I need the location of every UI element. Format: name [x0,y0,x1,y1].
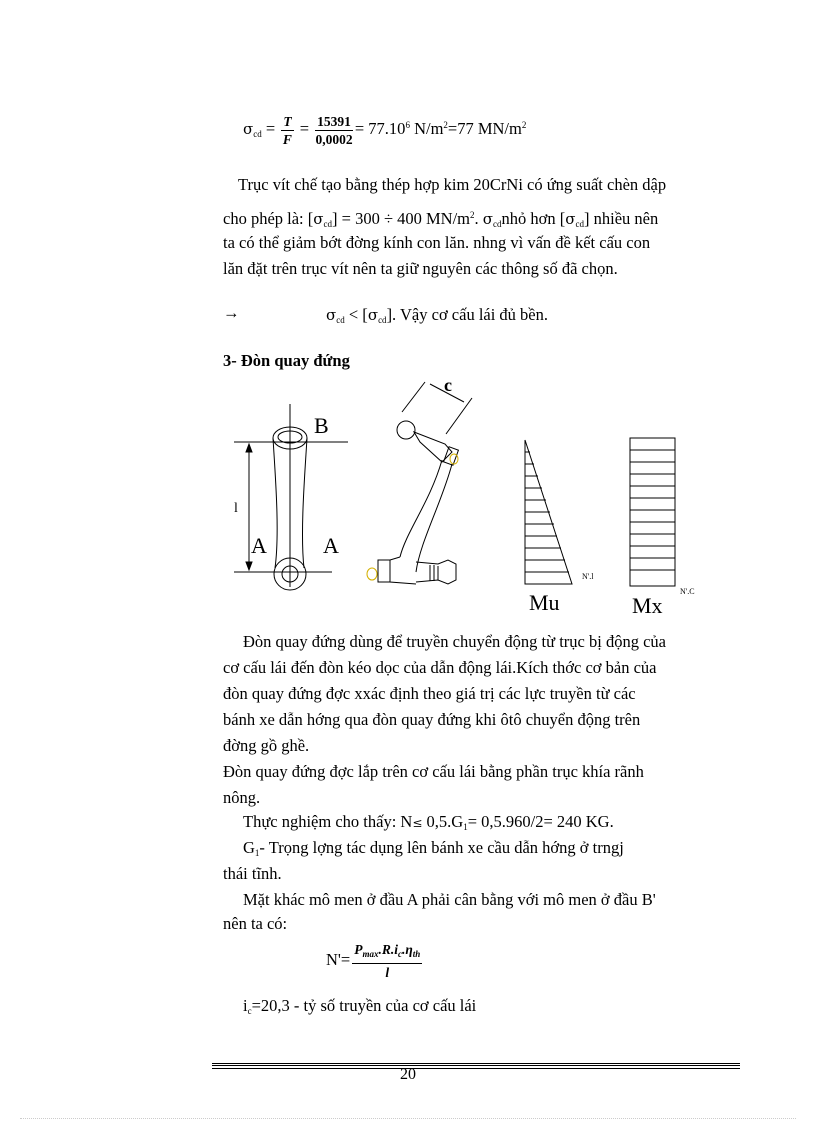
conclusion-arrow: → [223,303,240,322]
label-n1: N'.l [582,572,594,581]
mu-diagram [525,440,572,584]
section-heading: 3- Đòn quay đứng [223,351,350,370]
label-l: l [234,501,238,516]
para2-line2: cơ cấu lái đến đòn kéo dọc của dẫn động lái.Kích thớc cơ bản của [223,658,657,677]
page-number: 20 [400,1066,416,1083]
fraction-values: $\frac{15391}{0,0002}$ [315,113,353,147]
conclusion-text: $\sigma_{cd} < [\sigma_{cd}]$. Vậy cơ cấu lái đủ bền. [326,305,549,325]
label-c: c [444,375,452,395]
para5-line1: $G_1-$ Trọng lợng tác dụng lên bánh xe cầu dẫn hớng ở trngj [243,838,624,858]
label-b: B [314,413,329,438]
force-formula: N'= $\frac{P_{max}.R.i_c.\eta_{th}}{l}$ [326,942,421,981]
label-mu: Mu [529,590,560,615]
para2-line4: bánh xe dẫn hớng qua đòn quay đứng khi ôtô chuyển động trên [223,710,641,729]
mx-diagram [630,438,675,586]
label-nc: N'.C [680,587,695,596]
arm-side-view [378,382,472,584]
label-a-right: A [323,533,339,558]
para2-line3: đòn quay đứng đợc xxác định theo giá trị các lực truyền từ các [223,684,636,703]
para5-line2: thái tĩnh. [223,864,282,883]
label-mx: Mx [632,593,663,617]
fraction-t-over-f: $\frac{T}{F}$ [282,113,292,147]
para6-line2: nên ta có: [223,914,288,933]
para3-line2: nông. [223,788,261,807]
para1-line3: ta có thể giảm bớt đờng kính con lăn. nhng vì vấn đề kết cấu con [223,233,651,252]
pitman-arm-figure [220,372,720,617]
para1-line4: lăn đặt trên trục vít nên ta giữ nguyên các thông số đã chọn. [223,259,618,278]
page-bottom-border [20,1118,796,1119]
para1-line2: cho phép là: $[\sigma_{cd}] = 300 \div 400$ $MN/m^2$. $\sigma_{cd}nhỏ$ hơn $[\sigma_{cd}]$ nhiều nên [223,209,659,229]
para1-line1: Trục vít chế tạo bằng thép hợp kim 20CrNi có ứng suất chèn dập [238,175,667,194]
stress-formula: $\sigma_{cd}$ = $\frac{T}{F}$ = $\frac{15391}{0,0002}$ = $77.10^6$ $N/m^2=77$ $MN/m^2$ [243,113,527,147]
ratio-line: $i_c=20,3$ - tỷ số truyền của cơ cấu lái [243,996,477,1016]
arm-front-view [234,404,348,590]
para4-line: Thực nghiệm cho thấy: $N\le 0,5.G_1= 0,5.960/2= 240$ KG. [243,812,614,832]
label-a-left: A [251,533,267,558]
para2-line5: đờng gồ ghề. [223,736,310,755]
para3-line1: Đòn quay đứng đợc lắp trên cơ cấu lái bằng phần trục khía rãnh [223,762,644,781]
para6-line1: Mặt khác mô men ở đầu A phải cân bằng với mô men ở đầu B' [243,890,656,909]
para2-line1: Đòn quay đứng dùng để truyền chuyển động từ trục bị động của [243,632,666,651]
